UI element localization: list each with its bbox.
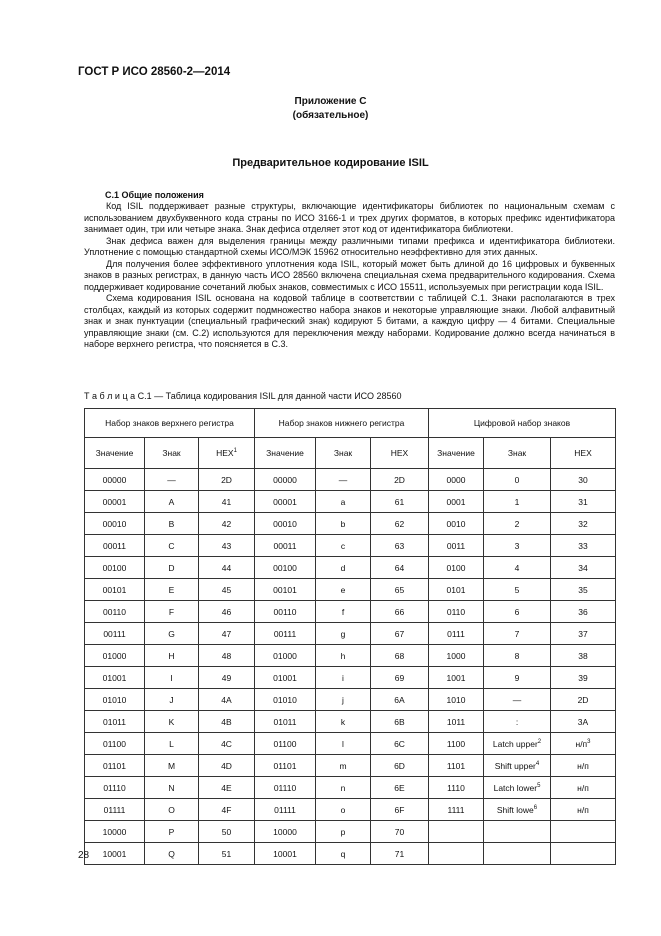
table-row	[85, 711, 616, 733]
table-cell: 4E	[199, 777, 255, 799]
table-row	[85, 667, 616, 689]
column-header: Значение	[429, 438, 484, 469]
table-cell: Q	[145, 843, 199, 865]
table-cell: 01111	[255, 799, 316, 821]
table-cell: 00110	[85, 601, 145, 623]
table-cell: 36	[551, 601, 616, 623]
annex-label: Приложение С	[294, 96, 367, 107]
paragraph: Знак дефиса важен для выделения границы между различными типами префикса и идентификатора библиотеки. Уплотнение с помощью стандартной схемы ИСО/МЭК 15962 относительно неэффективно для этих данных.	[84, 235, 615, 257]
table-cell	[551, 843, 616, 865]
table-cell: 01010	[85, 689, 145, 711]
table-cell: 00101	[255, 579, 316, 601]
table-cell: g	[316, 623, 371, 645]
table-cell: 61	[371, 491, 429, 513]
table-cell: J	[145, 689, 199, 711]
table-cell: 1110	[429, 777, 484, 799]
table-cell: F	[145, 601, 199, 623]
table-cell: 6F	[371, 799, 429, 821]
table-cell: 6D	[371, 755, 429, 777]
table-cell: l	[316, 733, 371, 755]
table-cell: 01011	[85, 711, 145, 733]
table-cell: 1111	[429, 799, 484, 821]
table-cell: 4D	[199, 755, 255, 777]
table-cell: —	[145, 469, 199, 491]
table-cell: 2D	[371, 469, 429, 491]
table-row	[85, 821, 616, 843]
table-cell: 37	[551, 623, 616, 645]
table-cell: f	[316, 601, 371, 623]
table-cell: 34	[551, 557, 616, 579]
table-cell: 1001	[429, 667, 484, 689]
column-header: Знак	[145, 438, 199, 469]
table-cell: 68	[371, 645, 429, 667]
table-row	[85, 689, 616, 711]
table-cell: 01001	[85, 667, 145, 689]
footnote-marker: 1	[233, 448, 237, 454]
table-cell: 48	[199, 645, 255, 667]
table-cell: 01010	[255, 689, 316, 711]
table-cell: 69	[371, 667, 429, 689]
table-cell: a	[316, 491, 371, 513]
table-cell: 6A	[371, 689, 429, 711]
table-row	[85, 733, 616, 755]
table-cell: 00111	[85, 623, 145, 645]
table-cell: 45	[199, 579, 255, 601]
table-cell: q	[316, 843, 371, 865]
table-cell: 00011	[85, 535, 145, 557]
subheader-row	[85, 438, 616, 469]
table-cell: o	[316, 799, 371, 821]
table-cell: 00000	[85, 469, 145, 491]
table-cell: 00110	[255, 601, 316, 623]
table-cell: 0	[484, 469, 551, 491]
table-row	[85, 513, 616, 535]
table-cell: н/п	[551, 799, 616, 821]
table-cell: m	[316, 755, 371, 777]
table-cell	[551, 821, 616, 843]
table-cell: 0010	[429, 513, 484, 535]
table-cell: 5	[484, 579, 551, 601]
table-cell: 65	[371, 579, 429, 601]
table-cell: Latch upper$^2$	[484, 733, 551, 755]
table-cell: 71	[371, 843, 429, 865]
table-cell: 51	[199, 843, 255, 865]
table-cell: 10001	[85, 843, 145, 865]
table-cell: 4	[484, 557, 551, 579]
document-header: ГОСТ Р ИСО 28560-2—2014	[78, 66, 231, 78]
table-cell: 01000	[255, 645, 316, 667]
table-cell: 0111	[429, 623, 484, 645]
group-header-lower: Набор знаков нижнего регистра	[255, 409, 429, 438]
table-cell: B	[145, 513, 199, 535]
table-cell: 01011	[255, 711, 316, 733]
table-cell: 30	[551, 469, 616, 491]
table-cell	[484, 821, 551, 843]
table-cell: 1011	[429, 711, 484, 733]
table-cell: 39	[551, 667, 616, 689]
table-cell: n	[316, 777, 371, 799]
table-cell: 31	[551, 491, 616, 513]
body-text	[84, 201, 615, 351]
table-cell: 2	[484, 513, 551, 535]
column-header: Значение	[255, 438, 316, 469]
table-cell: 6E	[371, 777, 429, 799]
table-cell: 01000	[85, 645, 145, 667]
section-heading: С.1 Общие положения	[105, 190, 204, 200]
table-cell: M	[145, 755, 199, 777]
table-cell: 0011	[429, 535, 484, 557]
footnote-marker: 2	[537, 738, 542, 745]
table-cell: 32	[551, 513, 616, 535]
table-cell: 2D	[551, 689, 616, 711]
table-row	[85, 491, 616, 513]
table-row	[85, 755, 616, 777]
table-cell: 41	[199, 491, 255, 513]
table-cell	[429, 821, 484, 843]
table-cell: —	[484, 689, 551, 711]
table-cell: 00010	[85, 513, 145, 535]
table-cell: 33	[551, 535, 616, 557]
table-cell: 01110	[255, 777, 316, 799]
annex-title: Предварительное кодирование ISIL	[232, 157, 429, 169]
table-cell: 6	[484, 601, 551, 623]
table-cell: 0100	[429, 557, 484, 579]
table-cell: 47	[199, 623, 255, 645]
table-cell: i	[316, 667, 371, 689]
column-header: HEX	[551, 438, 616, 469]
table-cell: 01101	[85, 755, 145, 777]
table-cell: k	[316, 711, 371, 733]
table-cell: p	[316, 821, 371, 843]
table-cell: 0001	[429, 491, 484, 513]
table-cell	[484, 843, 551, 865]
table-cell: P	[145, 821, 199, 843]
footnote-marker: 6	[533, 804, 538, 811]
paragraph: Для получения более эффективного уплотнения кода ISIL, который может быть длиной до 16 цифровых и буквенных знаков в разных регистрах, в данную часть ИСО 28560 включена специальная схема предварительного кодирования. Схема поддерживает кодирование сочетаний любых знаков, совместимых с ИСО 15511, используемых при регистрации кода ISIL.	[84, 258, 615, 292]
group-header-digit: Цифровой набор знаков	[429, 409, 616, 438]
table-cell	[429, 843, 484, 865]
table-cell: 10000	[255, 821, 316, 843]
table-cell: —	[316, 469, 371, 491]
table-cell: 44	[199, 557, 255, 579]
table-cell: 7	[484, 623, 551, 645]
paragraph: Схема кодирования ISIL основана на кодовой таблице в соответствии с таблицей С.1. Знаки располагаются в трех столбцах, каждый из которых содержит подмножество набора знаков и некоторые управляющие знаки. Любой алфавитный знак и знак пунктуации (специальный графический знак) кодируют 5 битами, а каждую цифру — 4 битами. Специальные управляющие знаки (см. С.2) используются для переключения между наборами. Кодирование должно всегда начинаться в наборе верхнего регистра, что поясняется в С.3.	[84, 293, 615, 349]
table-cell: L	[145, 733, 199, 755]
table-cell: 0110	[429, 601, 484, 623]
table-cell: 01100	[255, 733, 316, 755]
table-cell: h	[316, 645, 371, 667]
table-cell: 01001	[255, 667, 316, 689]
table-cell: 00000	[255, 469, 316, 491]
table-row	[85, 777, 616, 799]
table-cell: 4C	[199, 733, 255, 755]
table-cell: 00011	[255, 535, 316, 557]
table-cell: N	[145, 777, 199, 799]
table-cell: H	[145, 645, 199, 667]
table-cell: 0101	[429, 579, 484, 601]
footnote-marker: 4	[535, 760, 540, 767]
table-cell: 1100	[429, 733, 484, 755]
table-cell: 9	[484, 667, 551, 689]
footnote-marker: 5	[537, 782, 541, 789]
table-cell: 42	[199, 513, 255, 535]
table-cell: 3A	[551, 711, 616, 733]
table-cell: A	[145, 491, 199, 513]
table-cell: $н/п^3$	[551, 733, 616, 755]
table-cell: н/п	[551, 777, 616, 799]
table-cell: 00111	[255, 623, 316, 645]
table-cell: 00100	[255, 557, 316, 579]
table-cell: O	[145, 799, 199, 821]
table-cell: 1	[484, 491, 551, 513]
table-cell: 01100	[85, 733, 145, 755]
table-cell: E	[145, 579, 199, 601]
table-cell: 35	[551, 579, 616, 601]
table-cell: 01101	[255, 755, 316, 777]
table-cell: C	[145, 535, 199, 557]
table-row	[85, 623, 616, 645]
table-cell: 50	[199, 821, 255, 843]
table-row	[85, 579, 616, 601]
table-cell: 64	[371, 557, 429, 579]
table-cell: 01110	[85, 777, 145, 799]
table-cell: 00010	[255, 513, 316, 535]
table-cell: G	[145, 623, 199, 645]
table-cell: 4A	[199, 689, 255, 711]
encoding-table	[84, 408, 616, 865]
table-cell: 0000	[429, 469, 484, 491]
annex-status: (обязательное)	[292, 110, 369, 121]
table-row	[85, 469, 616, 491]
table-cell: Latch lower$^5$	[484, 777, 551, 799]
table-cell: 6B	[371, 711, 429, 733]
table-cell: 70	[371, 821, 429, 843]
table-cell: 38	[551, 645, 616, 667]
table-cell: 66	[371, 601, 429, 623]
table-cell: 2D	[199, 469, 255, 491]
table-cell: 4B	[199, 711, 255, 733]
table-cell: 4F	[199, 799, 255, 821]
table-cell: н/п	[551, 755, 616, 777]
table-cell: I	[145, 667, 199, 689]
table-cell: 00100	[85, 557, 145, 579]
table-cell: 6C	[371, 733, 429, 755]
footnote-marker: 3	[587, 738, 591, 745]
table-caption: Т а б л и ц а С.1 — Таблица кодирования ISIL для данной части ИСО 28560	[84, 391, 402, 401]
table-cell: 01111	[85, 799, 145, 821]
table-cell: 3	[484, 535, 551, 557]
table-cell: 00101	[85, 579, 145, 601]
table-cell: K	[145, 711, 199, 733]
column-header: HEX	[371, 438, 429, 469]
table-cell: 1101	[429, 755, 484, 777]
table-cell: 46	[199, 601, 255, 623]
table-cell: 10001	[255, 843, 316, 865]
table-cell: 67	[371, 623, 429, 645]
page-number: 28	[78, 850, 90, 861]
table-row	[85, 843, 616, 865]
column-header: Значение	[85, 438, 145, 469]
column-header: Знак	[484, 438, 551, 469]
table-cell: 49	[199, 667, 255, 689]
table-cell: 43	[199, 535, 255, 557]
table-cell: 00001	[255, 491, 316, 513]
column-header: Знак	[316, 438, 371, 469]
table-row	[85, 535, 616, 557]
table-cell: D	[145, 557, 199, 579]
table-cell: 63	[371, 535, 429, 557]
table-cell: 8	[484, 645, 551, 667]
table-cell: c	[316, 535, 371, 557]
paragraph: Код ISIL поддерживает разные структуры, включающие идентификаторы библиотек по национальным схемам с использованием двухбуквенного кода страны по ИСО 3166-1 и трех других форматов, в которых префикс идентификатора занимает один, три или четыре знака. Знак дефиса отделяет этот код от идентификатора библиотеки.	[84, 201, 615, 234]
table-cell: :	[484, 711, 551, 733]
table-row	[85, 557, 616, 579]
table-cell: e	[316, 579, 371, 601]
table-cell: 00001	[85, 491, 145, 513]
table-cell: Shift upper$^4$	[484, 755, 551, 777]
table-cell: 1010	[429, 689, 484, 711]
table-cell: j	[316, 689, 371, 711]
table-row	[85, 799, 616, 821]
table-cell: b	[316, 513, 371, 535]
table-body	[85, 469, 616, 865]
table-row	[85, 645, 616, 667]
table-row	[85, 601, 616, 623]
table-cell: 1000	[429, 645, 484, 667]
table-cell: 62	[371, 513, 429, 535]
group-header-upper: Набор знаков верхнего регистра	[85, 409, 255, 438]
table-cell: Shift lowe$^6$	[484, 799, 551, 821]
column-header: HEX$^1$	[199, 438, 255, 469]
table-cell: d	[316, 557, 371, 579]
table-cell: 10000	[85, 821, 145, 843]
